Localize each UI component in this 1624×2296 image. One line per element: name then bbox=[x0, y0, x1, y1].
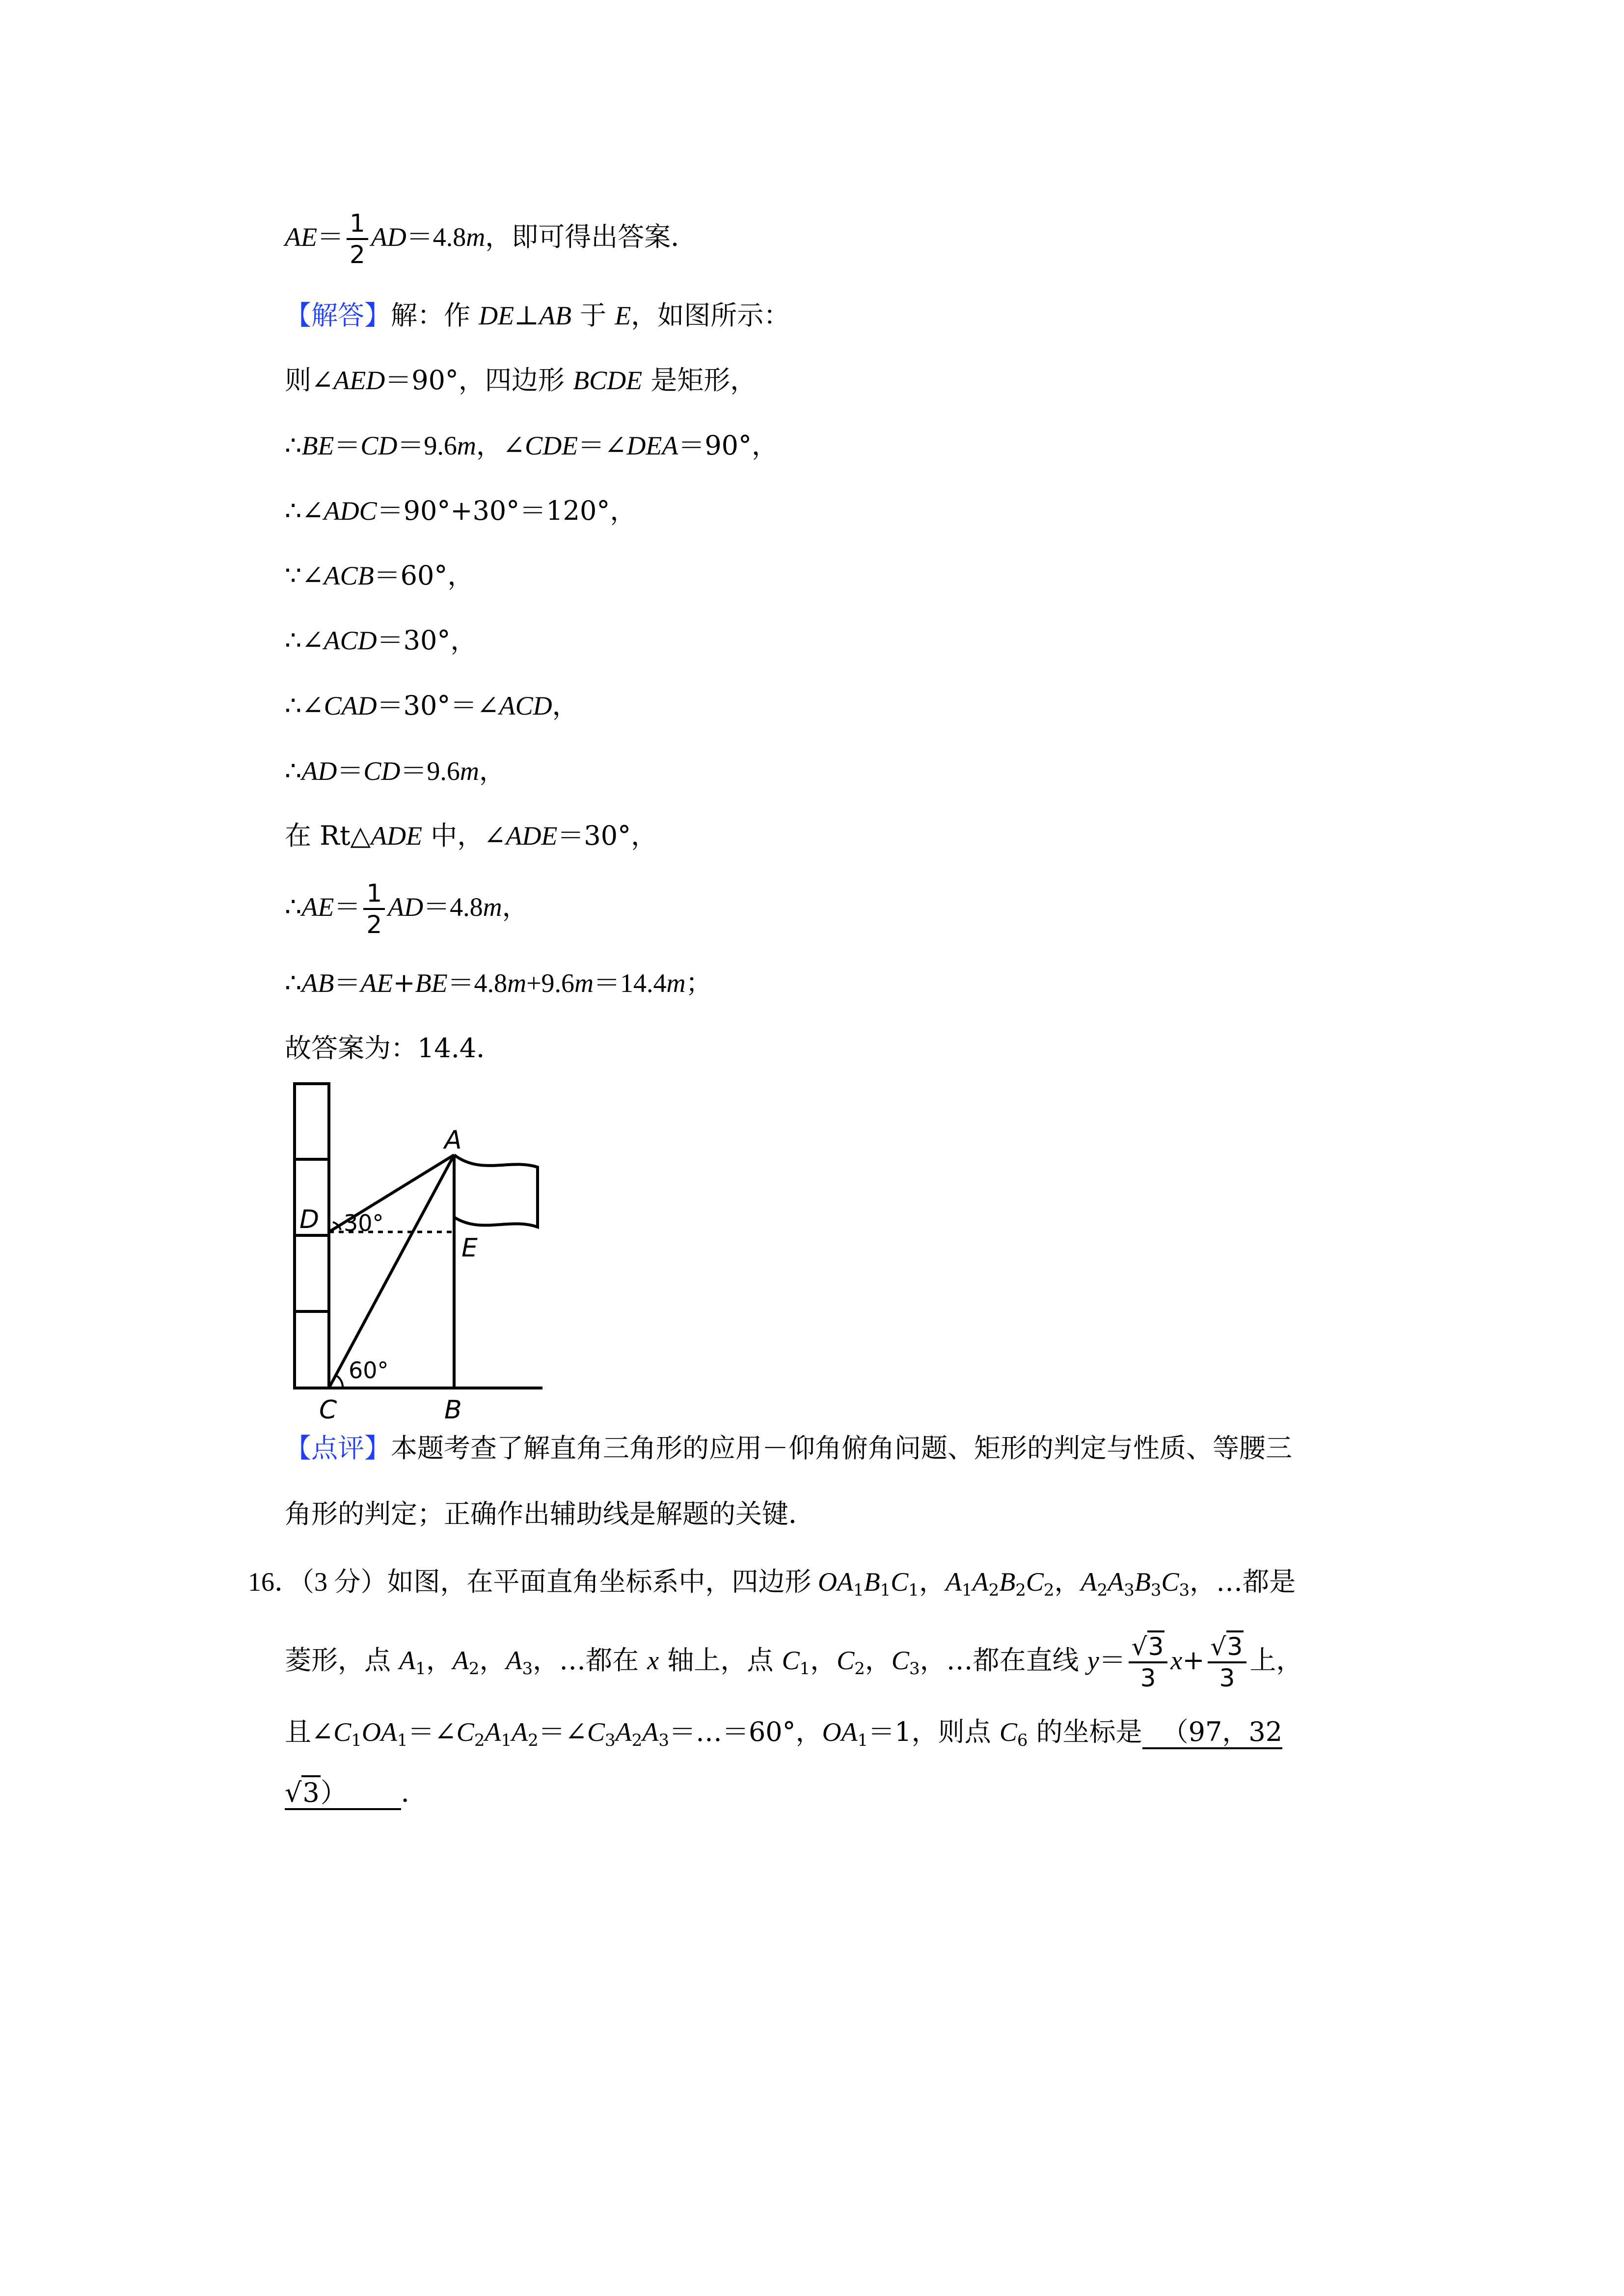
answer-line-11 bbox=[285, 967, 712, 999]
answer-line-10 bbox=[285, 879, 529, 939]
subscript: 1 bbox=[351, 1731, 362, 1750]
text: OA bbox=[818, 1567, 853, 1597]
fraction bbox=[363, 879, 385, 939]
text: ＝1，则点 bbox=[868, 1716, 1000, 1747]
subscript: 1 bbox=[501, 1731, 512, 1750]
text: C bbox=[456, 1717, 474, 1747]
numerator bbox=[1129, 1632, 1168, 1663]
text: B bbox=[864, 1567, 880, 1597]
answer-line-12 bbox=[285, 1032, 503, 1065]
text: A bbox=[1081, 1567, 1097, 1597]
text: C bbox=[891, 1646, 909, 1675]
text: C bbox=[891, 1567, 909, 1597]
text: ， bbox=[919, 1566, 946, 1597]
answer-blank bbox=[285, 1777, 401, 1810]
text: 中，∠ bbox=[422, 820, 506, 851]
text: ∵∠ bbox=[285, 560, 324, 591]
subscript: 1 bbox=[853, 1580, 864, 1600]
label-C: C bbox=[319, 1395, 337, 1425]
text: OA bbox=[822, 1717, 858, 1747]
text: AE bbox=[360, 968, 393, 998]
text: OA bbox=[361, 1717, 397, 1747]
subscript: 1 bbox=[397, 1731, 408, 1750]
text: A bbox=[506, 1646, 522, 1675]
text: BE bbox=[415, 968, 448, 998]
text: m bbox=[507, 968, 527, 998]
text: C bbox=[333, 1717, 352, 1747]
subscript: 2 bbox=[854, 1659, 865, 1679]
label-D: D bbox=[299, 1205, 320, 1234]
denominator: 3 bbox=[1140, 1664, 1156, 1692]
subscript: 1 bbox=[857, 1731, 868, 1750]
answer-line-8 bbox=[285, 755, 506, 787]
text: ADE bbox=[371, 821, 423, 851]
text: AD bbox=[388, 892, 424, 922]
text: 故答案为：14.4． bbox=[285, 1033, 503, 1064]
text: 在 Rt△ bbox=[285, 820, 371, 851]
text: ＝∠ bbox=[578, 430, 627, 461]
radicand: 3 bbox=[1226, 1630, 1244, 1661]
text: ACD bbox=[499, 691, 552, 721]
answer-blank: （97，32 bbox=[1142, 1716, 1282, 1749]
question-16-line-4 bbox=[285, 1777, 428, 1809]
text: ， bbox=[1054, 1566, 1081, 1597]
answer-line-6 bbox=[285, 624, 477, 657]
text: A bbox=[512, 1717, 528, 1747]
subscript: 3 bbox=[605, 1731, 616, 1750]
text: C bbox=[587, 1717, 605, 1747]
text: m bbox=[460, 756, 479, 786]
text: ACD bbox=[324, 626, 377, 655]
text: C bbox=[782, 1646, 800, 1675]
text: + bbox=[393, 967, 415, 998]
fraction-sqrt3-over-3 bbox=[1208, 1632, 1247, 1693]
text: ＝∠ bbox=[538, 1716, 587, 1747]
text: x bbox=[647, 1646, 659, 1675]
text: ∴∠ bbox=[285, 495, 324, 526]
comment-tag: 【点评】 bbox=[285, 1433, 391, 1464]
text: ＝90°+30°＝120°， bbox=[377, 495, 637, 526]
text: AD bbox=[371, 222, 406, 252]
text: ，…都是 bbox=[1190, 1566, 1296, 1597]
text: y bbox=[1087, 1646, 1099, 1675]
numerator: 1 bbox=[347, 209, 368, 240]
text: 是矩形， bbox=[642, 365, 757, 396]
text: AB bbox=[301, 968, 334, 998]
subscript: 1 bbox=[908, 1580, 919, 1600]
text: ＝60°， bbox=[374, 560, 474, 591]
question-16-line-1 bbox=[248, 1566, 1296, 1598]
text: ACB bbox=[324, 561, 374, 590]
text: 角形的判定；正确作出辅助线是解题的关键． bbox=[285, 1498, 815, 1529]
subscript: 2 bbox=[988, 1580, 1000, 1600]
text: ， bbox=[479, 755, 506, 786]
text: 于 bbox=[571, 300, 615, 331]
subscript: 3 bbox=[1179, 1580, 1190, 1600]
text: DE bbox=[479, 301, 514, 330]
text: + bbox=[1182, 1645, 1205, 1676]
subscript: 2 bbox=[1097, 1580, 1108, 1600]
text: ∴ bbox=[285, 430, 302, 461]
text: ＝14.4 bbox=[594, 968, 667, 998]
question-16-line-3 bbox=[285, 1716, 1282, 1748]
subscript: 2 bbox=[1015, 1580, 1026, 1600]
text: B bbox=[1134, 1567, 1151, 1597]
text: A bbox=[615, 1717, 632, 1747]
text: ＝90°，四边形 bbox=[385, 365, 573, 396]
text: AED bbox=[333, 366, 385, 395]
text: m bbox=[574, 968, 594, 998]
text: ＝9.6 bbox=[400, 756, 460, 786]
denominator: 3 bbox=[1219, 1664, 1235, 1692]
text: ＝30°， bbox=[557, 820, 658, 851]
subscript: 1 bbox=[961, 1580, 973, 1600]
fraction-sqrt3-over-3 bbox=[1129, 1632, 1168, 1693]
text: ＝∠ bbox=[407, 1716, 457, 1747]
text: ＝4.8 bbox=[406, 222, 466, 252]
text: A bbox=[945, 1567, 962, 1597]
text: 16．（3 分）如图，在平面直角坐标系中，四边形 bbox=[248, 1567, 818, 1597]
text: ＝30°＝∠ bbox=[377, 690, 499, 721]
text: C bbox=[1161, 1567, 1179, 1597]
text: 的坐标是 bbox=[1028, 1716, 1142, 1747]
text: ∴∠ bbox=[285, 690, 324, 721]
comment-line-2 bbox=[285, 1498, 815, 1530]
text: ∴ bbox=[285, 891, 302, 922]
text: m bbox=[466, 222, 486, 252]
text: ． bbox=[401, 1777, 428, 1808]
radicand: 3 bbox=[301, 1775, 320, 1808]
subscript: 2 bbox=[528, 1731, 539, 1750]
text: ， bbox=[479, 1645, 506, 1676]
angle-60-label: 60° bbox=[349, 1357, 389, 1384]
text: m bbox=[483, 892, 502, 922]
text: 且∠ bbox=[285, 1716, 334, 1747]
text: CD bbox=[363, 756, 401, 786]
answer-line-3 bbox=[285, 429, 778, 462]
fraction bbox=[347, 209, 368, 269]
text: ， bbox=[552, 690, 579, 721]
text: ∴ bbox=[285, 967, 302, 998]
subscript: 3 bbox=[1150, 1580, 1162, 1600]
text: AD bbox=[301, 756, 337, 786]
text: ＝ bbox=[317, 221, 344, 252]
denominator: 2 bbox=[349, 240, 365, 269]
answer-line-5 bbox=[285, 560, 474, 592]
text: C bbox=[1026, 1567, 1044, 1597]
text: A bbox=[452, 1646, 469, 1675]
text: A bbox=[972, 1567, 989, 1597]
text: ） bbox=[320, 1777, 347, 1808]
sqrt bbox=[285, 1777, 321, 1809]
answer-line-2 bbox=[285, 364, 757, 397]
text: E bbox=[615, 301, 631, 330]
text: ＝4.8 bbox=[447, 968, 508, 998]
text: m bbox=[457, 431, 476, 460]
text: ＝ bbox=[337, 755, 364, 786]
subscript: 3 bbox=[522, 1659, 533, 1679]
answer-line-1 bbox=[285, 299, 790, 332]
text: AE bbox=[301, 892, 334, 922]
text: ＝ bbox=[1099, 1645, 1126, 1676]
text: ＝…＝60°， bbox=[669, 1716, 822, 1747]
flag bbox=[454, 1155, 538, 1227]
sqrt bbox=[1132, 1632, 1165, 1661]
comment-line-1 bbox=[285, 1432, 1292, 1465]
subscript: 1 bbox=[799, 1659, 811, 1679]
answer-line-4 bbox=[285, 495, 636, 527]
answer-line-9 bbox=[285, 820, 657, 852]
subscript: 3 bbox=[909, 1659, 920, 1679]
text: ， bbox=[426, 1645, 453, 1676]
text: A bbox=[399, 1646, 416, 1675]
text: x bbox=[1170, 1646, 1183, 1675]
subscript: 3 bbox=[658, 1731, 669, 1750]
text: DEA bbox=[626, 431, 678, 460]
question-16-line-2 bbox=[285, 1632, 1302, 1693]
text: CAD bbox=[324, 691, 377, 721]
text: AB bbox=[539, 301, 571, 330]
text: 则∠ bbox=[285, 365, 334, 396]
subscript: 2 bbox=[1043, 1580, 1055, 1600]
sqrt bbox=[1211, 1632, 1244, 1661]
geometry-figure bbox=[275, 1075, 560, 1428]
text: ，…都在直线 bbox=[920, 1645, 1087, 1676]
label-A: A bbox=[444, 1125, 462, 1155]
radicand: 3 bbox=[1147, 1630, 1165, 1661]
text: ＝30°， bbox=[377, 625, 477, 656]
radical-sign: √ bbox=[1210, 1632, 1226, 1661]
numerator bbox=[1208, 1632, 1247, 1663]
text: AE bbox=[285, 222, 317, 252]
text: 本题考查了解直角三角形的应用－仰角俯角问题、矩形的判定与性质、等腰三 bbox=[391, 1433, 1292, 1464]
text: ； bbox=[685, 967, 712, 998]
text: ＝9.6 bbox=[397, 431, 457, 460]
angle-30-label: 30° bbox=[344, 1210, 384, 1236]
text: ，…都在 bbox=[533, 1645, 648, 1676]
text: 菱形，点 bbox=[285, 1645, 400, 1676]
subscript: 3 bbox=[1124, 1580, 1135, 1600]
text: ＝4.8 bbox=[423, 892, 483, 922]
answer-tag: 【解答】 bbox=[285, 300, 391, 331]
text: ，即可得出答案． bbox=[485, 221, 698, 252]
text: C bbox=[999, 1717, 1017, 1747]
text: ＝ bbox=[334, 967, 361, 998]
text: +9.6 bbox=[526, 968, 575, 998]
text: CD bbox=[360, 431, 398, 460]
denominator: 2 bbox=[366, 910, 382, 939]
text: 上， bbox=[1249, 1645, 1303, 1676]
text: ADC bbox=[324, 496, 377, 526]
text: ＝90°， bbox=[678, 430, 779, 461]
analysis-line-1 bbox=[285, 209, 697, 269]
label-B: B bbox=[444, 1395, 462, 1425]
text: ，如图所示： bbox=[631, 300, 790, 331]
text: ∴ bbox=[285, 755, 302, 786]
subscript: 6 bbox=[1017, 1731, 1028, 1750]
subscript: 1 bbox=[880, 1580, 891, 1600]
subscript: 2 bbox=[631, 1731, 643, 1750]
text: ∴∠ bbox=[285, 625, 324, 656]
text: A bbox=[485, 1717, 501, 1747]
subscript: 2 bbox=[474, 1731, 485, 1750]
text: ， bbox=[865, 1645, 892, 1676]
subscript: 2 bbox=[468, 1659, 480, 1679]
text: ，∠ bbox=[476, 430, 525, 461]
text: m bbox=[666, 968, 686, 998]
angle-60-arc bbox=[336, 1375, 343, 1388]
answer-line-7 bbox=[285, 690, 579, 722]
text: ＝ bbox=[334, 891, 361, 922]
text: BE bbox=[301, 431, 334, 460]
text: C bbox=[837, 1646, 855, 1675]
segment-CA bbox=[329, 1155, 454, 1388]
text: 解：作 bbox=[391, 300, 479, 331]
text: ADE bbox=[506, 821, 558, 851]
text: 轴上，点 bbox=[659, 1645, 782, 1676]
numerator: 1 bbox=[363, 879, 385, 910]
subscript: 1 bbox=[415, 1659, 426, 1679]
text: A bbox=[1108, 1567, 1124, 1597]
label-E: E bbox=[461, 1233, 478, 1263]
text: B bbox=[999, 1567, 1016, 1597]
text: ＝ bbox=[334, 430, 361, 461]
text: A bbox=[642, 1717, 659, 1747]
text: CDE bbox=[525, 431, 578, 460]
text: ， bbox=[502, 891, 529, 922]
radical-sign: √ bbox=[1131, 1632, 1147, 1661]
text: ⊥ bbox=[514, 300, 539, 331]
text: ， bbox=[810, 1645, 837, 1676]
text: BCDE bbox=[573, 366, 643, 395]
radical-sign: √ bbox=[285, 1777, 302, 1808]
